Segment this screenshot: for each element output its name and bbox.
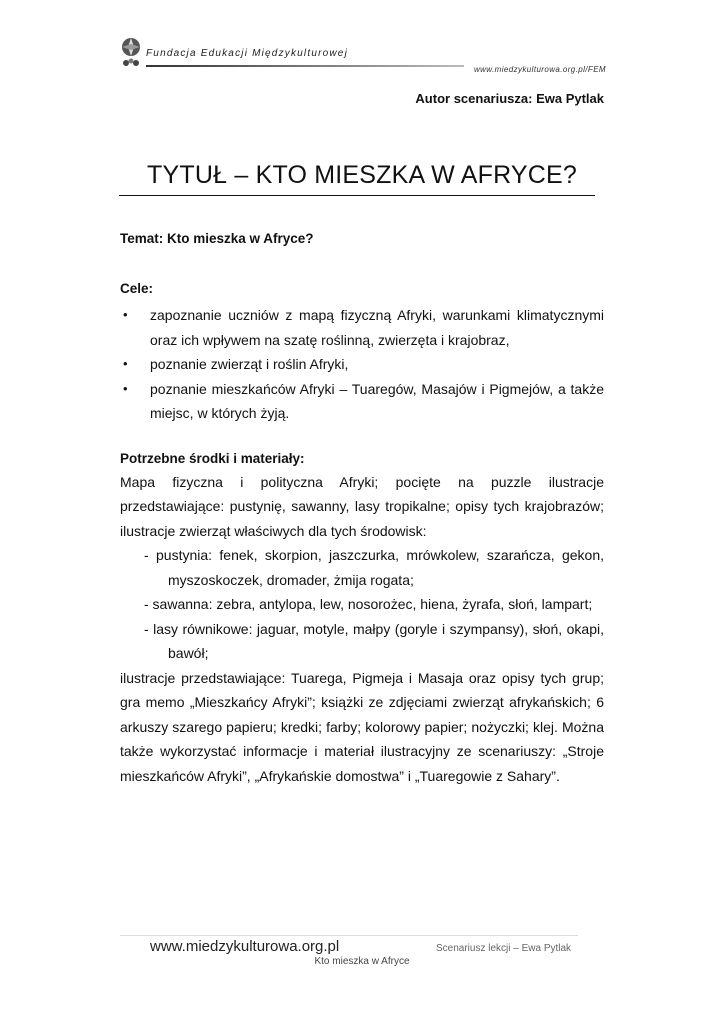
list-item: • poznanie zwierząt i roślin Afryki,	[120, 352, 604, 377]
materials-sub-item: - lasy równikowe: jaguar, motyle, małpy (goryle i szympansy), słoń, okapi, bawół;	[144, 620, 604, 661]
list-item: • poznanie mieszkańców Afryki – Tuaregów, Masajów i Pigmejów, a także miejsc, w których żyją.	[120, 377, 604, 426]
footer-website-link[interactable]: www.miedzykulturowa.org.pl	[150, 938, 340, 955]
org-name: Fundacja Edukacji Międzykulturowej	[146, 48, 348, 59]
materials-outro: ilustracje przedstawiające: Tuarega, Pigmeja i Masaja oraz opisy tych grup; gra memo „Mieszkańcy Afryki”; książki ze zdjęciami zwierząt afrykańskich; 6 arkuszy szarego papieru; kredki; farby; kolorowy papier; nożyczki; klej. Można także wykorzystać informacje i materiał ilustracyjny ze scenariuszy: „Stroje mieszkańców Afryki”, „Afrykańskie domostwa” i „Tuaregowie z Sahary”.	[120, 669, 604, 784]
header-divider	[146, 65, 464, 67]
materials-intro: Mapa fizyczna i polityczna Afryki; pocięte na puzzle ilustracje przedstawiające: pustynię, sawanny, lasy tropikalne; opisy tych krajobrazów; ilustracje zwierząt właściwych dla tych środowisk:	[120, 473, 604, 539]
header-url: www.miedzykulturowa.org.pl/FEM	[473, 65, 606, 74]
footer-divider	[120, 935, 578, 936]
materials-heading: Potrzebne środki i materiały:	[120, 450, 305, 466]
list-item: • zapoznanie uczniów z mapą fizyczną Afryki, warunkami klimatycznymi oraz ich wpływem na szatę roślinną, zwierzęta i krajobraz,	[120, 303, 604, 352]
bullet-icon: •	[123, 307, 128, 322]
title-underline	[119, 195, 595, 196]
bullet-icon: •	[123, 380, 128, 396]
document-body	[120, 228, 604, 788]
materials-sub-item: - sawanna: zebra, antylopa, lew, nosorożec, hiena, żyrafa, słoń, lampart;	[144, 596, 593, 612]
foundation-logo-icon	[118, 36, 144, 70]
footer-credit: Scenariusz lekcji – Ewa Pytlak	[436, 943, 572, 954]
goals-heading: Cele:	[120, 281, 154, 296]
page-header	[118, 36, 608, 76]
page-title: TYTUŁ – KTO MIESZKA W AFRYCE?	[147, 160, 577, 189]
materials-sub-item: - pustynia: fenek, skorpion, jaszczurka, mrówkolew, szarańcza, gekon, myszoskoczek, dromader, żmija rogata;	[144, 547, 604, 588]
goals-list	[120, 303, 604, 426]
topic-heading: Temat: Kto mieszka w Afryce?	[120, 231, 314, 246]
footer-subtitle: Kto mieszka w Afryce	[314, 956, 410, 967]
bullet-icon: •	[123, 356, 128, 371]
author-line: Autor scenariusza: Ewa Pytlak	[415, 91, 604, 106]
